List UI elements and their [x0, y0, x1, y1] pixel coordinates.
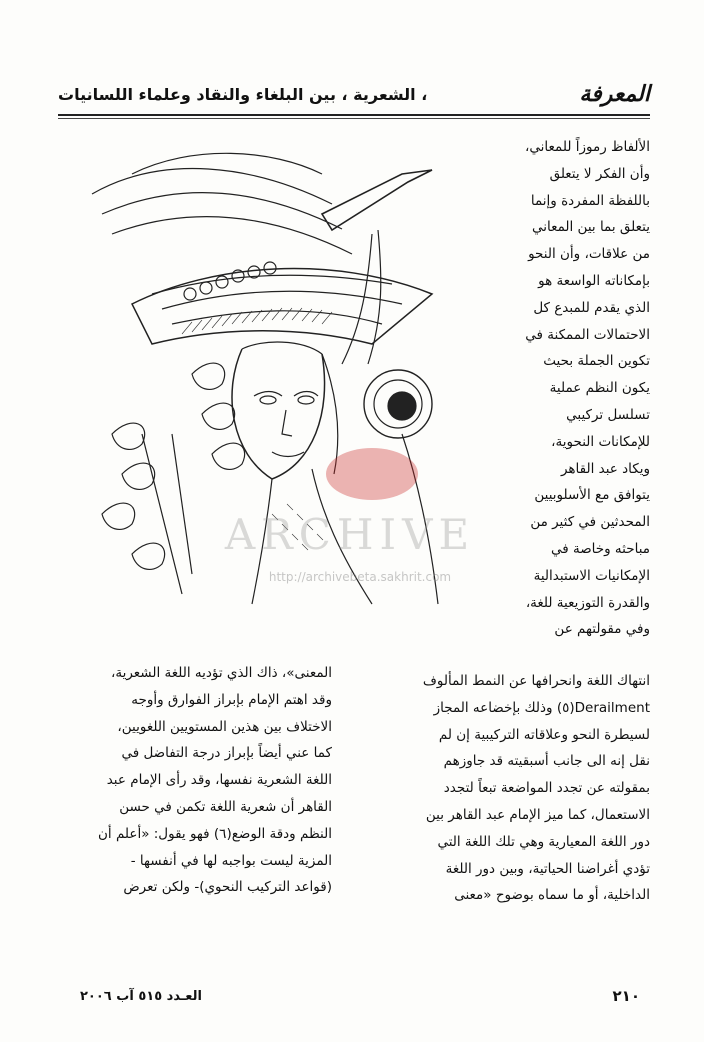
- text-line: كما عني أيضاً بإبراز درجة التفاضل في: [121, 745, 332, 762]
- text-line: اللغة الشعرية نفسها، وقد رأى الإمام عبد: [106, 772, 332, 789]
- text-line: بإمكاناته الواسعة هو: [538, 272, 650, 289]
- page-header: [58, 78, 650, 110]
- text-line: الاختلاف بين هذين المستويين اللغويين،: [117, 718, 332, 735]
- text-line: الإمكانيات الاستبدالية: [533, 567, 650, 584]
- text-line: القاهر أن شعرية اللغة تكمن في حسن: [119, 798, 332, 815]
- text-line: من علاقات، وأن النحو: [528, 246, 650, 263]
- text-line: يتوافق مع الأسلوبيين: [534, 487, 650, 504]
- running-title: ، الشعرية ، بين البلغاء والنقاد وعلماء اللسانيات: [58, 84, 428, 104]
- text-line: تؤدي أغراضنا الحياتية، وبين دور اللغة: [445, 860, 650, 877]
- text-line: لسيطرة النحو وعلاقاته التركيبية إن لم: [438, 726, 650, 743]
- issue-info: العـدد ٥١٥ آب ٢٠٠٦: [80, 988, 202, 1004]
- text-line: Derailment(٥) وذلك بإخضاعه المجاز: [433, 699, 650, 716]
- text-line: الألفاظ رموزاً للمعاني،: [525, 139, 650, 155]
- text-line: تكوين الجملة بحيث: [543, 353, 650, 370]
- text-column-left: [60, 660, 332, 901]
- text-column-right: [468, 134, 650, 643]
- text-line: يتعلق بما بين المعاني: [531, 219, 650, 236]
- magazine-masthead: المعرفة: [579, 81, 650, 107]
- text-line: دور اللغة المعيارية وهي تلك اللغة التي: [437, 833, 650, 850]
- text-line: انتهاك اللغة وانحرافها عن النمط المألوف: [422, 673, 650, 689]
- text-line: باللفظة المفردة وإنما: [530, 192, 650, 209]
- header-rule-thin: [58, 118, 650, 119]
- text-line: المعنى»، ذاك الذي تؤديه اللغة الشعرية،: [110, 665, 332, 681]
- text-line: ويكاد عبد القاهر: [560, 460, 650, 477]
- text-line: المزية ليست بواجبه لها في أنفسها -: [130, 852, 332, 869]
- text-line: الذي يقدم للمبدع كل: [533, 299, 650, 316]
- text-line: مباحثه وخاصة في: [550, 540, 650, 557]
- text-line: وفي مقولتهم عن: [554, 621, 650, 638]
- header-rule: [58, 114, 650, 116]
- text-line: الاحتمالات الممكنة في: [525, 326, 650, 343]
- text-line: الاستعمال، كما ميز الإمام عبد القاهر بين: [425, 806, 650, 823]
- text-line: النظم ودقة الوضع(٦) فهو يقول: «أعلم أن: [97, 825, 332, 842]
- text-line: الداخلية، أو ما سماه بوضوح «معنى: [454, 887, 650, 904]
- text-line: للإمكانات النحوية،: [551, 433, 650, 450]
- text-line: بمقولته عن تجدد المواضعة تبعاً لتجدد: [443, 780, 650, 797]
- page-number: ٢١٠: [612, 987, 640, 1005]
- text-line: وقد اهتم الإمام بإبراز الفوارق وأوجه: [131, 691, 332, 708]
- text-line: (قواعد التركيب النحوي)- ولكن تعرض: [123, 879, 332, 896]
- archive-watermark-url: http://archivebeta.sakhrit.com: [268, 570, 452, 584]
- text-line: يكون النظم عملية: [549, 380, 650, 397]
- page-footer: [80, 986, 640, 1006]
- text-line: وأن الفكر لا يتعلق: [549, 165, 650, 182]
- text-line: المحدثين في كثير من: [530, 514, 650, 531]
- text-line: تسلسل تركيبي: [566, 406, 650, 423]
- text-column-bottom-right: [358, 668, 650, 909]
- text-line: نقل إنه الى جانب أسبقيته قد جاوزهم: [443, 753, 650, 770]
- archive-watermark: ARCHIVE: [224, 510, 476, 559]
- text-line: والقدرة التوزيعية للغة،: [525, 594, 650, 611]
